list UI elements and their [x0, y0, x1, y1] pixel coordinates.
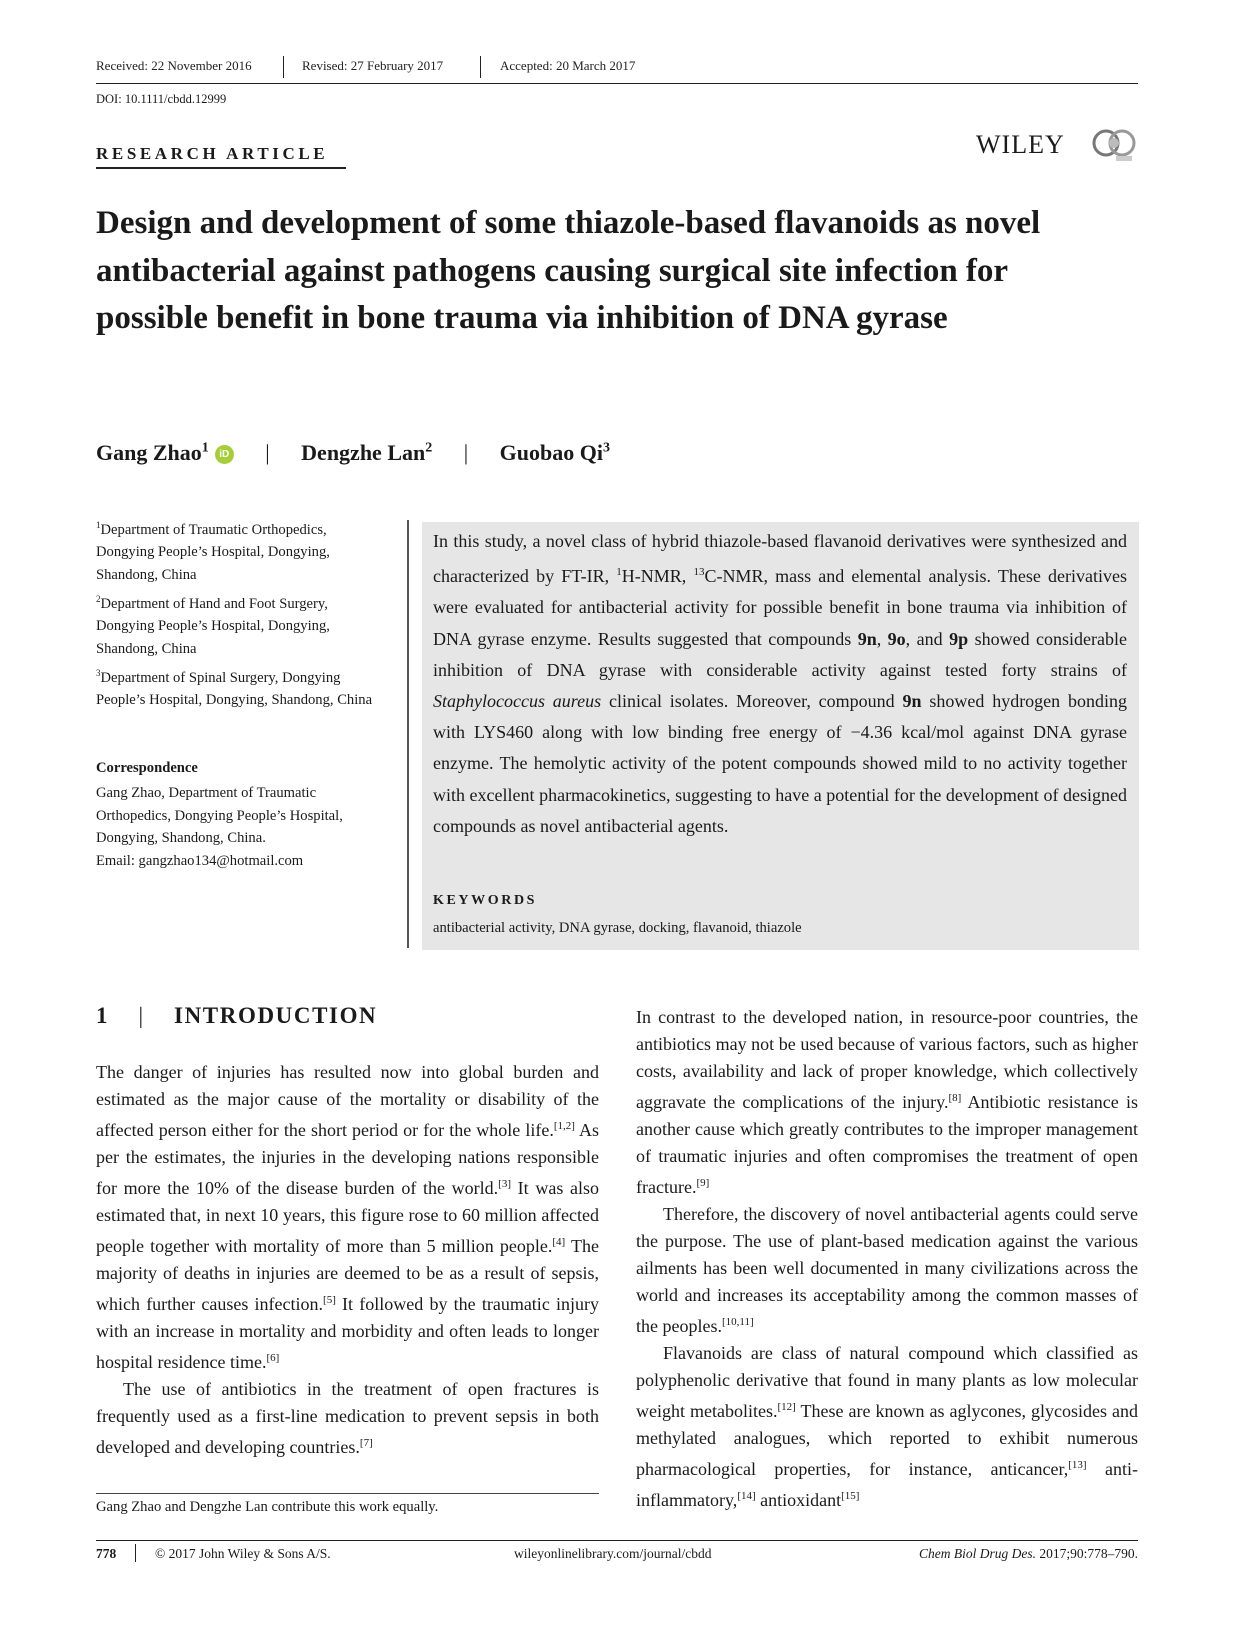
affiliation-text: Department of Hand and Foot Surgery, Dongying People’s Hospital, Dongying, Shandong, China — [96, 595, 330, 657]
doi: DOI: 10.1111/cbdd.12999 — [96, 92, 227, 106]
citation-ref[interactable]: [7] — [359, 1437, 373, 1449]
affiliation-text: Department of Traumatic Orthopedics, Dongying People’s Hospital, Dongying, Shandong, China — [96, 521, 330, 583]
journal-url[interactable]: wileyonlinelibrary.com/journal/cbdd — [514, 1546, 712, 1561]
citation-ref[interactable]: [5] — [323, 1294, 336, 1306]
author-separator: | — [463, 440, 469, 465]
citation-ref[interactable]: [12] — [777, 1401, 796, 1413]
citation-ref[interactable]: [15] — [841, 1490, 860, 1502]
author-list — [96, 440, 610, 466]
citation-ref[interactable]: [9] — [696, 1177, 710, 1189]
revised-date: Revised: 27 February 2017 — [302, 58, 444, 73]
affiliation-mark: 1 — [96, 520, 101, 530]
page-number: 778 — [96, 1546, 117, 1561]
article-title: Design and development of some thiazole-based flavanoids as novel antibacterial against pathogens causing surgical site infection for possible benefit in bone trauma via inhibition of DNA gyrase — [96, 205, 1041, 336]
affiliation — [96, 588, 381, 660]
body-paragraph: In contrast to the developed nation, in resource-poor countries, the antibiotics may not be used because of various factors, such as higher costs, availability and lack of proper knowledge, which collectively aggravate the complications of the injury.[8] Antibiotic resistance is another cause which greatly contributes to the improper management of traumatic injuries and often compromises the treatment of open fracture.[9] — [636, 1007, 1139, 1197]
body-column-left — [96, 1059, 599, 1461]
footnote: Gang Zhao and Dengzhe Lan contribute this work equally. — [96, 1499, 439, 1515]
correspondence-email[interactable]: Email: gangzhao134@hotmail.com — [96, 852, 304, 869]
citation-ref[interactable]: [6] — [266, 1352, 280, 1364]
keywords-heading: KEYWORDS — [433, 893, 538, 908]
article-type-underline — [96, 167, 346, 169]
received-date: Received: 22 November 2016 — [96, 58, 252, 73]
affiliation-mark: 3 — [96, 668, 101, 678]
abstract-divider — [407, 520, 409, 948]
header-divider — [283, 56, 284, 78]
citation-details: 2017;90:778–790. — [1035, 1546, 1138, 1561]
article-type: RESEARCH ARTICLE — [96, 144, 329, 163]
affiliation-mark: 2 — [96, 594, 101, 604]
correspondence-heading: Correspondence — [96, 760, 198, 776]
author-affiliation-mark: 3 — [602, 440, 610, 456]
body-paragraph: The use of antibiotics in the treatment of open fractures is frequently used as a first-line medication to prevent sepsis in both developed and developing countries.[7] — [96, 1379, 599, 1457]
author-affiliation-mark: 1 — [201, 440, 209, 456]
citation-ref[interactable]: [14] — [737, 1490, 756, 1502]
body-paragraph: Therefore, the discovery of novel antibacterial agents could serve the purpose. The use of plant-based medication against the various ailments has been well documented in many civilizations across the world and increases its acceptability among the common masses of the peoples.[10,11] — [636, 1204, 1138, 1336]
author-name[interactable]: Guobao Qi — [499, 440, 603, 465]
author-affiliation-mark: 2 — [425, 440, 433, 456]
correspondence-text: Gang Zhao, Department of Traumatic Orthopedics, Dongying People’s Hospital, Dongying, Shandong, China. — [96, 785, 343, 846]
footer-divider — [135, 1544, 136, 1562]
affiliation — [96, 514, 381, 586]
abstract-text: In this study, a novel class of hybrid thiazole-based flavanoid derivatives were synthesized and characterized by FT-IR, $^1$H-NMR, $^{13}$C-NMR, mass and elemental analysis. These derivatives were evaluated for antibacterial activity for possible benefit in bone trauma via inhibition of DNA gyrase enzyme. Results suggested that compounds 9n, 9o, and 9p showed considerable inhibition of DNA gyrase with considerable activity against tested forty strains of Staphylococcus aureus clinical isolates. Moreover, compound 9n showed hydrogen bonding with LYS460 along with low binding free energy of −4.36 kcal/mol against DNA gyrase enzyme. The hemolytic activity of the potent compounds showed mild to no activity together with excellent pharmacokinetics, suggesting to have a potential for the development of designed compounds as novel antibacterial agents. — [433, 531, 1128, 836]
copyright: © 2017 John Wiley & Sons A/S. — [155, 1546, 331, 1561]
citation-ref[interactable]: [10,11] — [721, 1316, 754, 1328]
citation-ref[interactable]: [4] — [552, 1236, 566, 1248]
header-rule — [96, 83, 1138, 84]
citation-ref[interactable]: [8] — [948, 1092, 962, 1104]
body-paragraph: Flavanoids are class of natural compound which classified as polyphenolic derivative that found in many plants as low molecular weight metabolites.[12] These are known as aglycones, glycosides and methylated analogues, which reported to exhibit numerous pharmacological properties, for instance, anticancer,[13] anti-inflammatory,[14] antioxidant[15] — [636, 1343, 1138, 1510]
body-paragraph: The danger of injuries has resulted now into global burden and estimated as the major cause of the mortality or disability of the affected person either for the short period or for the whole life.[1,2] As per the estimates, the injuries in the developing nations responsible for more the 10% of the disease burden of the world.[3] It was also estimated that, in next 10 years, this figure rose to 60 million affected people together with mortality of more than 5 million people.[4] The majority of deaths in injuries are deemed to be as a result of sepsis, which further causes infection.[5] It followed by the traumatic injury with an increase in mortality and morbidity and often leads to longer hospital residence time.[6] — [96, 1062, 599, 1372]
footer-rule — [96, 1540, 1138, 1541]
header-divider — [480, 56, 481, 78]
citation-ref[interactable]: [13] — [1068, 1459, 1087, 1471]
author-name[interactable]: Gang Zhao — [96, 440, 202, 465]
section-heading — [96, 1003, 377, 1029]
author-separator: | — [265, 440, 270, 465]
affiliation-text: Department of Spinal Surgery, Dongying People’s Hospital, Dongying, Shandong, China — [96, 669, 373, 709]
section-number: 1 — [96, 1003, 110, 1028]
section-separator: | — [138, 1003, 145, 1028]
correspondence-block — [96, 782, 381, 872]
keywords-list: antibacterial activity, DNA gyrase, docking, flavanoid, thiazole — [433, 920, 802, 936]
accepted-date: Accepted: 20 March 2017 — [500, 58, 636, 73]
citation-ref[interactable]: [1,2] — [553, 1120, 575, 1132]
author-name[interactable]: Dengzhe Lan — [301, 440, 426, 465]
publisher-logo: WILEY — [976, 130, 1065, 159]
journal-citation — [919, 1546, 1138, 1562]
section-title: INTRODUCTION — [174, 1003, 378, 1028]
affiliation — [96, 662, 381, 712]
journal-logo-icon — [1090, 127, 1138, 163]
footnote-rule — [96, 1493, 599, 1494]
citation-ref[interactable]: [3] — [498, 1178, 511, 1190]
body-column-right — [636, 1004, 1138, 1514]
orcid-icon[interactable]: iD — [215, 445, 234, 464]
journal-name: Chem Biol Drug Des. — [918, 1546, 1036, 1561]
